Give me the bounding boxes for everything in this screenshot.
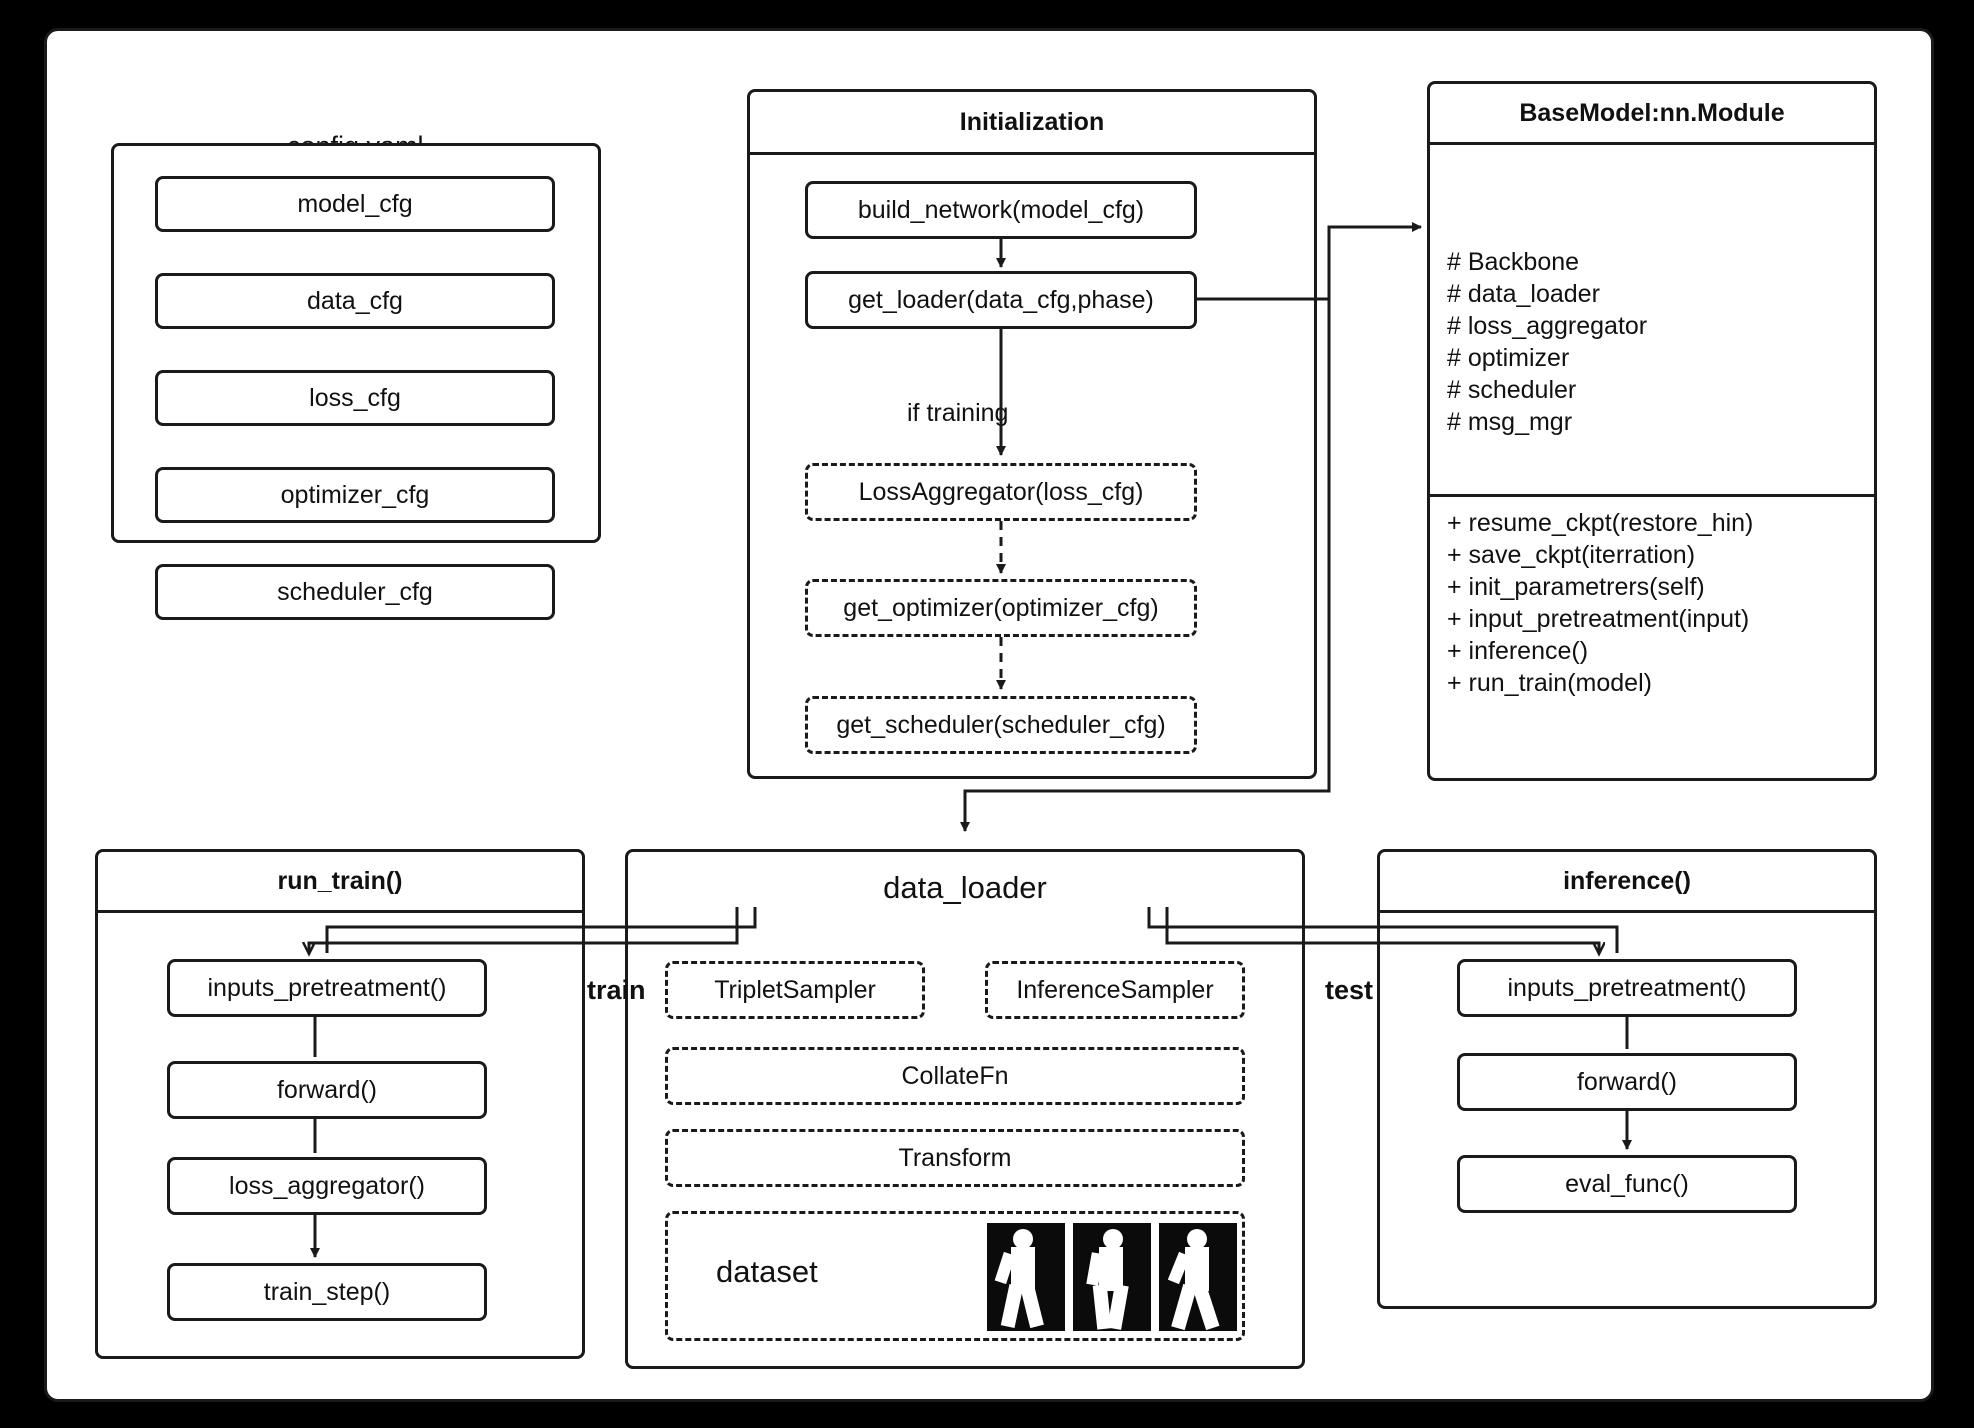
config-item-scheduler-cfg[interactable]: scheduler_cfg [155,564,555,620]
inference-step-eval-func[interactable]: eval_func() [1457,1155,1797,1213]
data-loader-stage-transform[interactable]: Transform [665,1129,1245,1187]
base-model-method-5: + run_train(model) [1447,669,1652,697]
base-model-method-3: + input_pretreatment(input) [1447,605,1750,633]
base-model-attribute-0: # Backbone [1447,248,1580,276]
data-loader-stage-collatefn[interactable]: CollateFn [665,1047,1245,1105]
init-step-loss-aggregator[interactable]: LossAggregator(loss_cfg) [805,463,1197,521]
run-train-step-forward[interactable]: forward() [167,1061,487,1119]
run-train-title: run_train() [277,866,403,895]
inference-title: inference() [1563,866,1691,895]
init-step-get-optimizer[interactable]: get_optimizer(optimizer_cfg) [805,579,1197,637]
initialization-title: Initialization [959,107,1105,136]
base-model-attribute-5: # msg_mgr [1447,408,1573,436]
edge-label-test: test [1325,975,1374,1005]
init-step-get-scheduler[interactable]: get_scheduler(scheduler_cfg) [805,696,1197,754]
dataset-label: dataset [716,1254,818,1289]
init-step-build-network[interactable]: build_network(model_cfg) [805,181,1197,239]
base-model-title: BaseModel:nn.Module [1519,98,1785,127]
inference-step-inputs-pretreatment[interactable]: inputs_pretreatment() [1457,959,1797,1017]
edge-label-train: train [587,975,646,1005]
base-model-section-divider [1430,494,1874,497]
base-model-attribute-2: # loss_aggregator [1447,312,1648,340]
dataset-silhouette-3 [1159,1223,1237,1331]
data-loader-sampler-inference[interactable]: InferenceSampler [985,961,1245,1019]
run-train-step-train-step[interactable]: train_step() [167,1263,487,1321]
config-item-data-cfg[interactable]: data_cfg [155,273,555,329]
init-step-get-loader[interactable]: get_loader(data_cfg,phase) [805,271,1197,329]
dataset-silhouette-1 [987,1223,1065,1331]
base-model-attribute-1: # data_loader [1447,280,1600,308]
base-model-method-4: + inference() [1447,637,1589,665]
inference-step-forward[interactable]: forward() [1457,1053,1797,1111]
run-train-header-divider [98,910,582,913]
run-train-step-inputs-pretreatment[interactable]: inputs_pretreatment() [167,959,487,1017]
inference-header-divider [1380,910,1874,913]
init-branch-label: if training [907,399,1009,427]
base-model-attribute-4: # scheduler [1447,376,1577,404]
config-item-optimizer-cfg[interactable]: optimizer_cfg [155,467,555,523]
config-item-model-cfg[interactable]: model_cfg [155,176,555,232]
data-loader-sampler-triplet[interactable]: TripletSampler [665,961,925,1019]
base-model-method-2: + init_parametrers(self) [1447,573,1705,601]
dataset-silhouette-2 [1073,1223,1151,1331]
run-train-step-loss-aggregator[interactable]: loss_aggregator() [167,1157,487,1215]
initialization-header-divider [750,152,1314,155]
config-item-loss-cfg[interactable]: loss_cfg [155,370,555,426]
data-loader-title: data_loader [883,870,1047,905]
base-model-method-1: + save_ckpt(iterration) [1447,541,1696,569]
base-model-attribute-3: # optimizer [1447,344,1570,372]
diagram-sheet [44,28,1934,1402]
data-loader-dataset-box[interactable] [665,1211,1245,1341]
base-model-method-0: + resume_ckpt(restore_hin) [1447,509,1754,537]
base-model-title-divider [1430,142,1874,145]
